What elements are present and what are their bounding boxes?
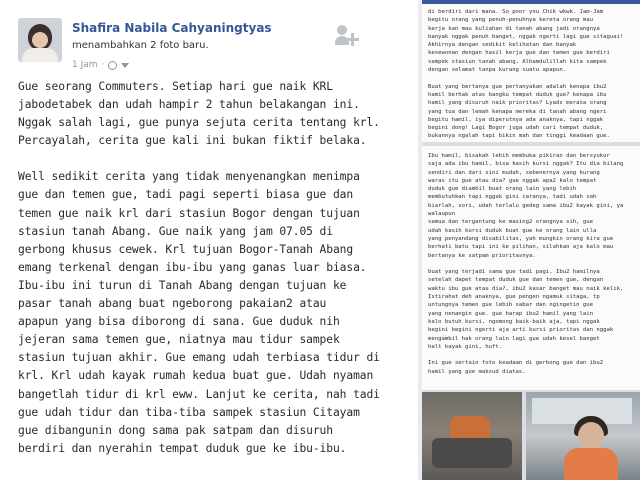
post-paragraph: Well sedikit cerita yang tidak menyenangkan menimpa gue dan temen gue, tadi pagi seperti biasa gue dan temen gue naik krl dari stasiun Bogor dengan tujuan stasiun tanah Abang. Gue naik yang jam 07.05 di gerbong khusus cewek. Krl tujuan Bogor-Tanah Abang emang terkenal dengan ibu-ibu yang ganas luar biasa. Ibu-ibu ini turun di Tanah Abang dengan tujuan ke pasar tanah abang buat ngeborong pakaian2 atau apapun yang bisa diborong di sana. Gue duduk nih jejeran sama temen gue, niatnya mau tidur sampek stasiun tujuan akhir. Gue emang udah terbiasa tidur di krl. Krl udah kayak rumah kedua buat gue. Udah nyaman bangetlah tidur di krl eww. Lanjut ke cerita, nah tadi gue udah tidur dan tiba-tiba sampek stasiun Citayam gue dibangunin dong sama pak satpam dan disuruh berdiri dan nyerahin tempat duduk gue ke ibu-ibu. [18,170,380,455]
handwritten-text: Ibu hamil, bisakah lebih membuka pikiran dan bersyukur saja ada ibu hamil, bisa kasih kursi nggak? Itu dia bilang sendiri dan dari sini mudah, sebenernya yang kurang waras itu gue atau dia? gue nggak apa2 kalo tempat duduk gue diambil buat orang lain yang lebih membutuhkan tapi nggak gini caranya, tadi udah sah biarlah, sori, udah terlalu gedeg sama ibu2 kayak gini, ya walaupun samua dan tergantung ke masing2 orangnya sih, gue udah kasih kursi duduk buat gue ke orang lain ulla yang penyandang disabilitas, yah mungkin orang kira gue berhati batu tapi ini ke pilihan, silahkan aja kalo mau bertanya ke satpam prioritasnya. buat yang terjadi sama gue tadi pagi, Ibu2 hamilnya setelah dapet tempat duduk gue dan temen gue, dengan waktu ibu gue atau dia?, ibu2 kasar banget mau naik kelik, Istirahat deh anaknya, gue pengen ngamuk sitaga, tp untungnya temen gue lebih sabar dan ngingetin gue yang nenangin gue. gue harap ibu2 hamil yang lain kalo butuh kursi, ngomong baik-baik aja, tapi nggak begini begini ngerti aja arti kursi prioritas dan nggak mengambil hak orang lain lagi gue udah kesel banget halt kayak gini, huft. Ini gue sertain foto keadaan di gerbong gue dan ibu2 hamil yang gue maksud diatas. [428,153,624,375]
chevron-down-icon[interactable] [121,63,129,68]
passenger-photo[interactable] [526,392,640,480]
meta-separator: · [101,60,105,70]
post-header [0,0,418,80]
avatar-body [22,48,58,62]
train-carriage-photo[interactable] [422,392,522,480]
add-friend-icon[interactable] [335,24,361,50]
photo-row [422,392,640,480]
post-time[interactable]: 1 Jam [72,60,98,70]
globe-icon[interactable] [108,61,117,70]
post-meta [72,60,129,70]
handwritten-note-image[interactable] [422,146,640,390]
author-name[interactable]: Shafira Nabila Cahyaningtyas [72,21,272,35]
handwritten-note-image[interactable] [422,0,640,142]
post-text [18,78,410,476]
post-action: menambahkan 2 foto baru. [72,40,209,51]
post-paragraph: Gue seorang Commuters. Setiap hari gue naik KRL jabodetabek dan udah hampir 2 tahun belakangan ini. Nggak salah lagi, gue punya sejuta cerita tentang krl. Percayalah, cerita gue kali ini bukan fiktif belaka. [18,80,380,148]
avatar[interactable] [18,18,62,62]
avatar-face [32,32,48,48]
photo-panel [422,0,640,480]
handwritten-text: di berdiri dari mana. So poor you Chik wkwk. Jam-Jam begitu orang yang penuh-penuhnya kereta orang mau kerja kan mau kuliahan di tanah abang jadi orangnya banyak nggak penuh banget, nggak ngerti lagi gue sitaguai! Akhirnya dengan sedikit kelihatan dan banyak kesewonan dengan hasil kerja gue dan temen gue berdiri sampek stasiun tanah abang. Alhamdulillah kita sampek dengan selamat tanpa kurang suatu apapun. Buat yang bertanya gue pertanyakan adalah kenapa ibu2 hamil berhak atas bangku tempat duduk gue? kenapa ibu hamil yang disuruh naik prioritas? Lyads merasa orang yang tua dan lemah kenapa mereka di tanah abang ngeri begitu hamil, iya diperutnya ada anaknya, tapi nggak begini dong! Lagi Bogor juga udah cari tempat duduk, bukannya ngalah tapi bikin mah dan tinggi keadaan gue. [428,9,624,140]
top-bar [422,0,640,4]
